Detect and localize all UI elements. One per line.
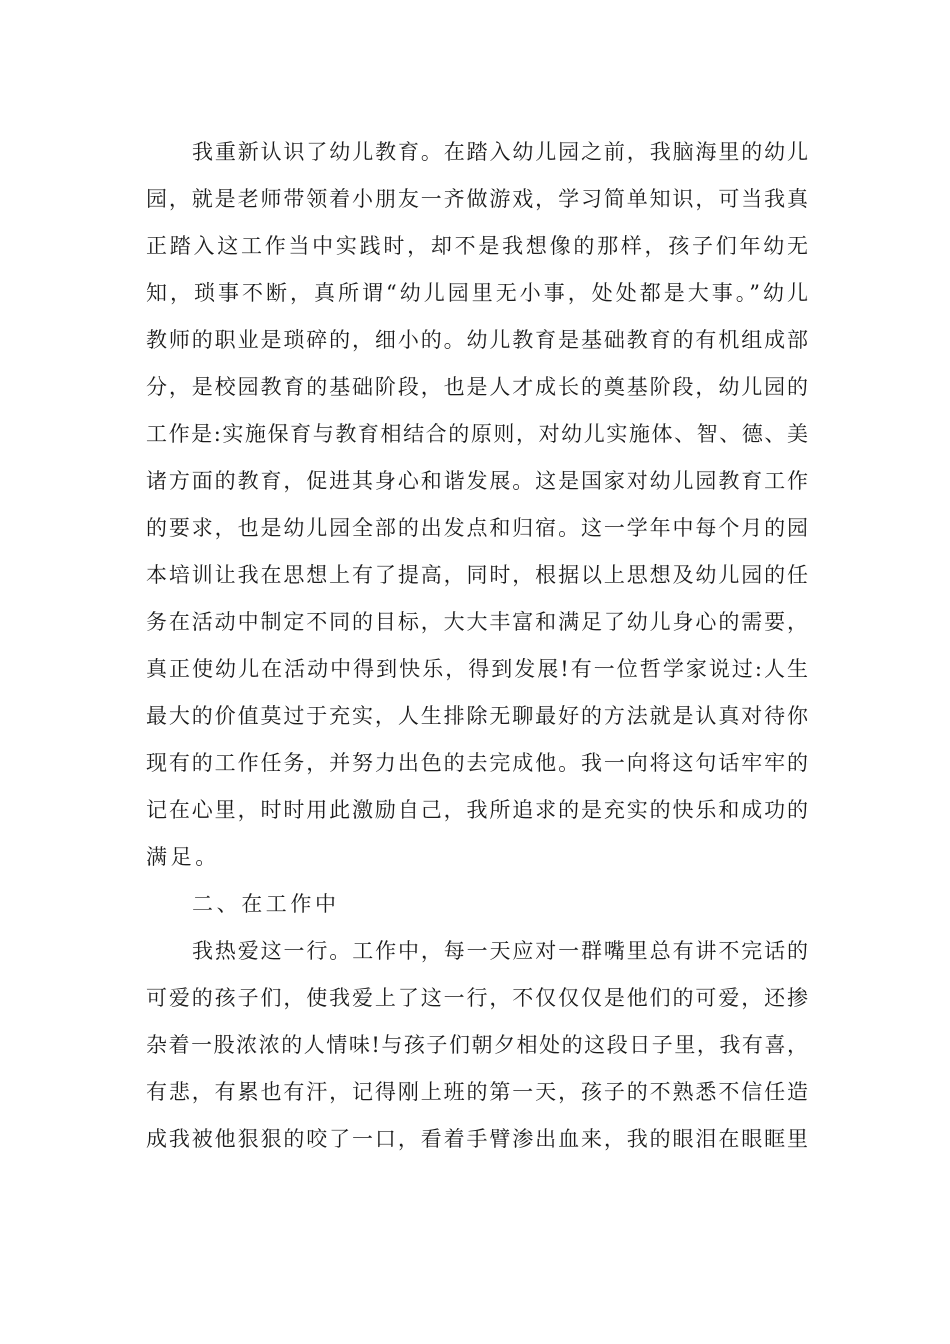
paragraph1-line: 记在心里，时时用此激励自己，我所追求的是充实的快乐和成功的 (146, 798, 808, 822)
paragraph1-line: 知，琐事不断，真所谓“幼儿园里无小事，处处都是大事。”幼儿 (146, 281, 808, 305)
paragraph1-line: 正踏入这工作当中实践时，却不是我想像的那样，孩子们年幼无 (146, 234, 808, 258)
paragraph2-line: 杂着一股浓浓的人情味!与孩子们朝夕相处的这段日子里，我有喜， (146, 1033, 808, 1057)
paragraph2-line: 可爱的孩子们，使我爱上了这一行，不仅仅仅是他们的可爱，还掺 (146, 986, 808, 1010)
section-heading: 二、在工作中 (192, 892, 340, 916)
paragraph1-line: 教师的职业是琐碎的，细小的。幼儿教育是基础教育的有机组成部 (146, 328, 808, 352)
paragraph1-line: 的要求，也是幼儿园全部的出发点和归宿。这一学年中每个月的园 (146, 516, 808, 540)
paragraph1-line: 务在活动中制定不同的目标，大大丰富和满足了幼儿身心的需要， (146, 610, 808, 634)
paragraph2-line: 我热爱这一行。工作中，每一天应对一群嘴里总有讲不完话的 (192, 939, 808, 963)
paragraph1-line: 最大的价值莫过于充实，人生排除无聊最好的方法就是认真对待你 (146, 704, 808, 728)
paragraph1-line: 真正使幼儿在活动中得到快乐，得到发展!有一位哲学家说过:人生 (146, 657, 808, 681)
paragraph1-line: 工作是:实施保育与教育相结合的原则，对幼儿实施体、智、德、美 (146, 422, 808, 446)
paragraph1-line: 满足。 (146, 845, 220, 869)
paragraph2-line: 成我被他狠狠的咬了一口，看着手臂渗出血来，我的眼泪在眼眶里 (146, 1127, 808, 1151)
paragraph1-line: 现有的工作任务，并努力出色的去完成他。我一向将这句话牢牢的 (146, 751, 808, 775)
paragraph2-line: 有悲，有累也有汗，记得刚上班的第一天，孩子的不熟悉不信任造 (146, 1080, 808, 1104)
paragraph1-line: 本培训让我在思想上有了提高，同时，根据以上思想及幼儿园的任 (146, 563, 808, 587)
paragraph1-line: 园，就是老师带领着小朋友一齐做游戏，学习简单知识，可当我真 (146, 187, 808, 211)
paragraph1-line: 我重新认识了幼儿教育。在踏入幼儿园之前，我脑海里的幼儿 (192, 140, 808, 164)
paragraph1-line: 诸方面的教育，促进其身心和谐发展。这是国家对幼儿园教育工作 (146, 469, 808, 493)
paragraph1-line: 分，是校园教育的基础阶段，也是人才成长的奠基阶段，幼儿园的 (146, 375, 808, 399)
